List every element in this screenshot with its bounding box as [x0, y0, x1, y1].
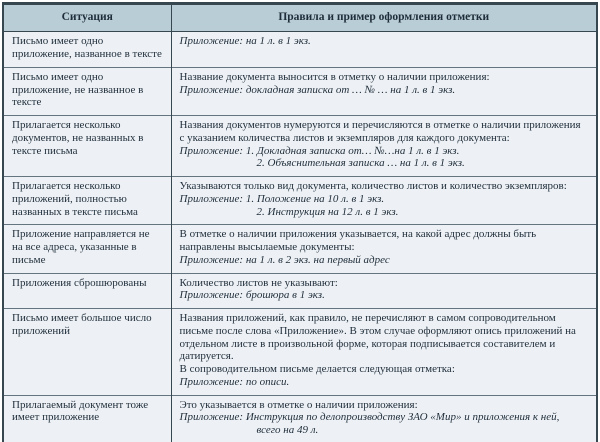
table-row: [3, 273, 597, 309]
column-header-rules: Правила и пример оформления отметки: [171, 4, 597, 32]
table-row: [3, 177, 597, 225]
situation-cell: Письмо имеет одно приложение, названное в тексте: [3, 32, 171, 68]
example-line: Приложение: брошюра в 1 экз.: [179, 289, 325, 302]
table-row: [3, 32, 597, 68]
table-row: [3, 116, 597, 177]
situation-cell: Прилагается несколько документов, не названных в тексте письма: [3, 116, 171, 177]
example-line: 2. Инструкция на 12 л. в 1 экз.: [256, 205, 399, 218]
rules-cell: [171, 273, 597, 309]
rules-cell: [171, 225, 597, 273]
example-line: всего на 49 л.: [256, 424, 319, 437]
rule-line: В сопроводительном письме делается следующая отметка:: [179, 363, 455, 376]
header-row: [3, 4, 597, 32]
rules-cell: [171, 32, 597, 68]
rule-line: Указываются только вид документа, количество листов и количество экземпляров:: [179, 180, 567, 193]
rules-cell: [171, 395, 597, 442]
table-row: [3, 395, 597, 442]
rule-line: Названия документов нумеруются и перечисляются в отметке о наличии приложения с указанием количества листов и экземпляров для каждого документа:: [179, 119, 581, 144]
example-line: Приложение: по описи.: [179, 375, 290, 388]
table-header: [3, 4, 597, 32]
rule-line: Это указывается в отметке о наличии приложения:: [179, 398, 418, 411]
rule-line: Количество листов не указывают:: [179, 276, 338, 289]
example-line: Приложение: 1. Докладная записка от… №…на 1 л. в 1 экз.: [179, 144, 460, 157]
situation-cell: Приложения сброшюрованы: [3, 273, 171, 309]
example-line: Приложение: Инструкция по делопроизводству ЗАО «Мир» и приложения к ней,: [179, 411, 560, 424]
situation-cell: Приложение направляется не на все адреса, указанные в письме: [3, 225, 171, 273]
example-line: Приложение: на 1 л. в 1 экз.: [179, 35, 311, 48]
table-row: [3, 309, 597, 396]
table-row: [3, 67, 597, 115]
situation-cell: Прилагается несколько приложений, полностью названных в тексте письма: [3, 177, 171, 225]
table-row: [3, 225, 597, 273]
situation-cell: Прилагаемый документ тоже имеет приложение: [3, 395, 171, 442]
situation-cell: Письмо имеет одно приложение, не названное в тексте: [3, 67, 171, 115]
rules-cell: [171, 67, 597, 115]
situation-cell: Письмо имеет большое число приложений: [3, 309, 171, 396]
rule-line: Названия приложений, как правило, не перечисляют в самом сопроводительном письме после слова «Приложение». В этом случае оформляют опись приложений на отдельном листе в произвольной форме, которая подписывается составителем и датируется.: [179, 312, 576, 363]
rule-line: Название документа выносится в отметку о наличии приложения:: [179, 70, 490, 83]
example-line: 2. Объяснительная записка … на 1 л. в 1 экз.: [256, 157, 465, 170]
example-line: Приложение: на 1 л. в 2 экз. на первый адрес: [179, 253, 390, 266]
example-line: Приложение: 1. Положение на 10 л. в 1 экз.: [179, 192, 385, 205]
rules-cell: [171, 177, 597, 225]
example-line: Приложение: докладная записка от … № … на 1 л. в 1 экз.: [179, 83, 456, 96]
rules-cell: [171, 309, 597, 396]
table-body: [3, 32, 597, 442]
rules-cell: [171, 116, 597, 177]
rule-line: В отметке о наличии приложения указывается, на какой адрес должны быть направлены высылаемые документы:: [179, 228, 537, 254]
attachment-rules-table: [2, 2, 598, 442]
column-header-situation: Ситуация: [3, 4, 171, 32]
